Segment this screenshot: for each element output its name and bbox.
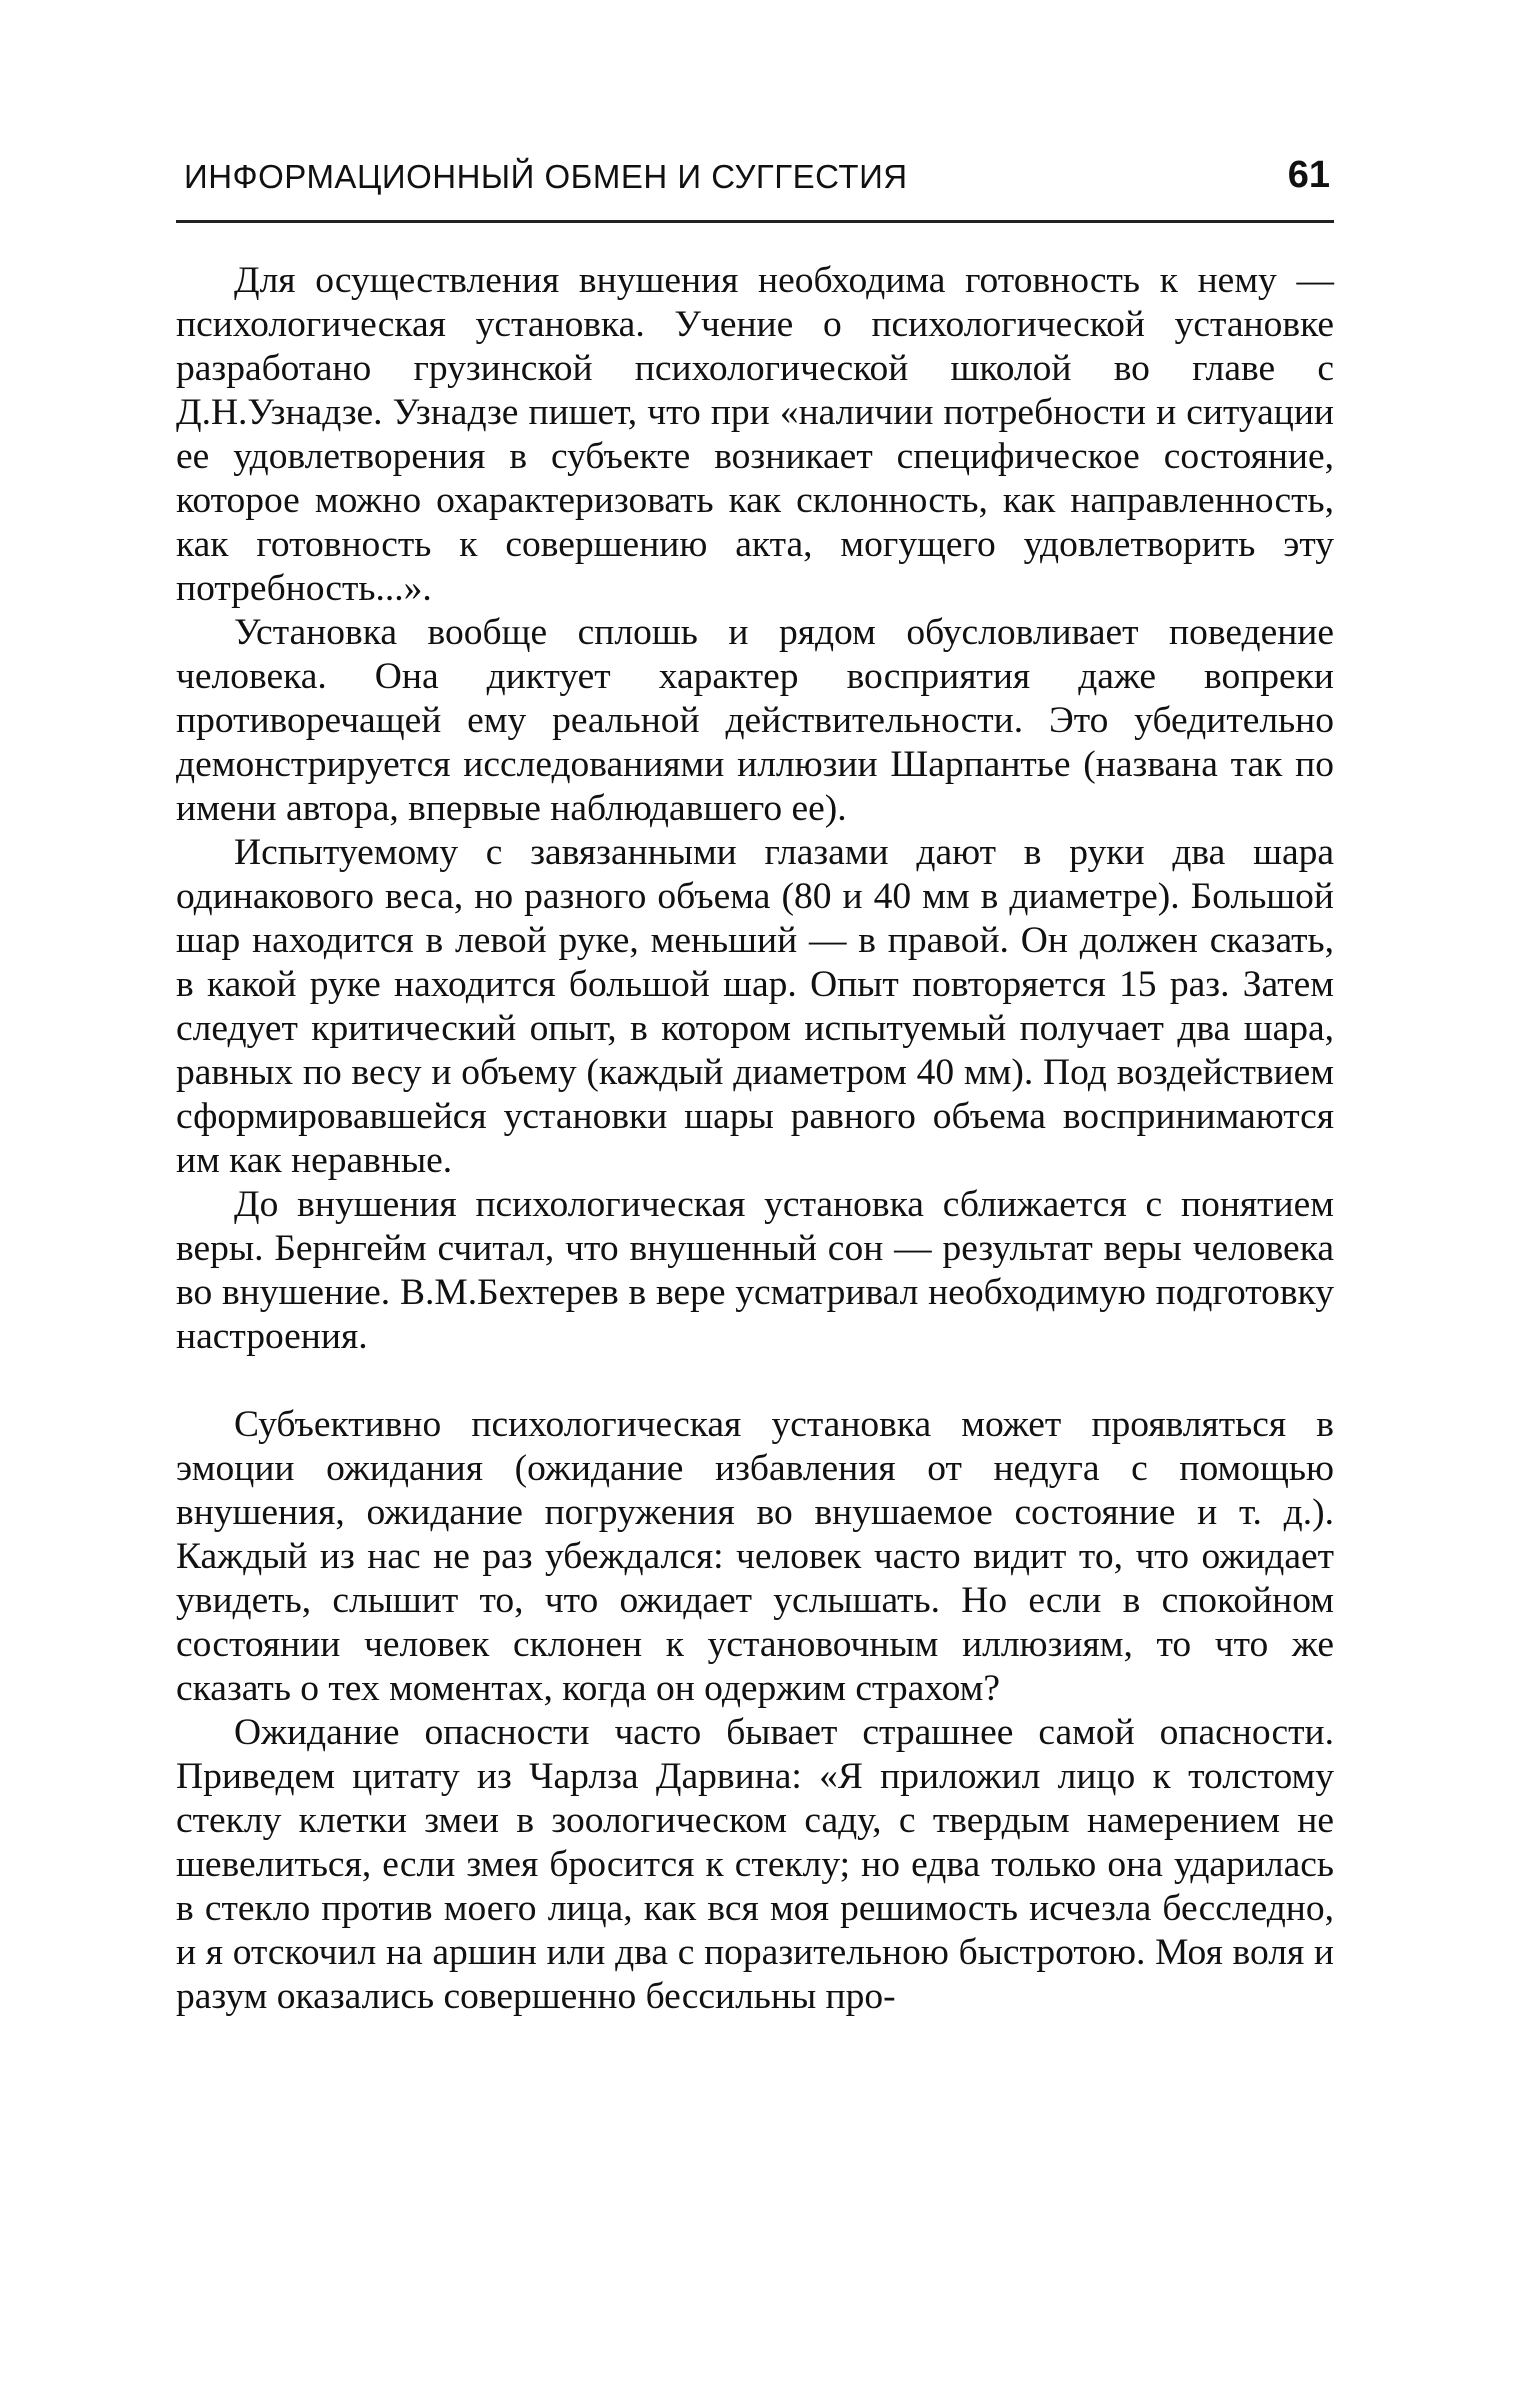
paragraph: До внушения психологическая установка сближается с понятием веры. Бернгейм считал, что внушенный сон — результат веры человека во внушение. В.М.Бехтерев в вере усматривал необходимую подготовку настроения. [176,1184,1334,1357]
running-header [176,150,1334,223]
page-number: 61 [1287,154,1330,196]
paragraph: Испытуемому с завязанными глазами дают в руки два шара одинакового веса, но разного объема (80 и 40 мм в диаметре). Большой шар находится в левой руке, меньший — в правой. Он должен сказать, в какой руке находится большой шар. Опыт повторяется 15 раз. Затем следует критический опыт, в котором испытуемый получает два шара, равных по весу и объему (каждый диаметром 40 мм). Под воздействием сформировавшейся установки шары равного объема воспринимаются им как неравные. [176,832,1334,1181]
paragraph: Установка вообще сплошь и рядом обусловливает поведение человека. Она диктует характер восприятия даже вопреки противоречащей ему реальной действительности. Это убедительно демонстрируется исследованиями иллюзии Шарпантье (названа так по имени автора, впервые наблюдавшего ее). [176,612,1334,829]
paragraph: Для осуществления внушения необходима готовность к нему — психологическая установка. Учение о психологической установке разработано грузинской психологической школой во главе с Д.Н.Узнадзе. Узнадзе пишет, что при «наличии потребности и ситуации ее удовлетворения в субъекте возникает специфическое состояние, которое можно охарактеризовать как склонность, как направленность, как готовность к совершению акта, могущего удовлетворить эту потребность...». [176,260,1334,609]
paragraph: Ожидание опасности часто бывает страшнее самой опасности. Приведем цитату из Чарлза Дарвина: «Я приложил лицо к толстому стеклу клетки змеи в зоологическом саду, с твердым намерением не шевелиться, если змея бросится к стеклу; но едва только она ударилась в стекло против моего лица, как вся моя решимость исчезла бесследно, и я отскочил на аршин или два с поразительною быстротою. Моя воля и разум оказались совершенно бессильны про- [176,1712,1334,2017]
book-page [176,150,1334,2019]
paragraph: Субъективно психологическая установка может проявляться в эмоции ожидания (ожидание избавления от недуга с помощью внушения, ожидание погружения во внушаемое состояние и т. д.). Каждый из нас не раз убеждался: человек часто видит то, что ожидает увидеть, слышит то, что ожидает услышать. Но если в спокойном состоянии человек склонен к установочным иллюзиям, то что же сказать о тех моментах, когда он одержим страхом? [176,1404,1334,1709]
running-title: ИНФОРМАЦИОННЫЙ ОБМЕН И СУГГЕСТИЯ [184,158,908,195]
body-text [176,259,1334,2019]
